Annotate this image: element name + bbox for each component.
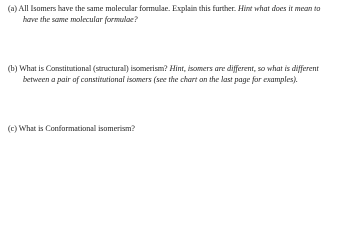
- question-b-hint-start: Hint, isomers are different, so what is different: [169, 64, 319, 73]
- question-a-hint-start: Hint what does it mean to: [237, 4, 321, 13]
- question-a-line-2: [8, 15, 346, 26]
- question-a-line-1: [8, 4, 346, 15]
- question-c-line-1: [8, 124, 346, 135]
- question-a: [8, 4, 346, 25]
- question-b-label: (b): [8, 64, 18, 73]
- question-c-text: What is Conformational isomerism?: [18, 124, 135, 133]
- question-b-text: What is Constitutional (structural) isomerism?: [19, 64, 168, 73]
- question-b-line-1: [8, 64, 346, 75]
- question-b: [8, 64, 346, 85]
- question-c: [8, 124, 346, 135]
- question-a-hint-end: have the same molecular formulae?: [23, 14, 138, 24]
- question-c-label: (c): [8, 124, 17, 133]
- question-a-label: (a): [8, 4, 17, 13]
- question-b-hint-end: between a pair of constitutional isomers (see the chart on the last page for examples).: [23, 74, 298, 84]
- question-b-line-2: [8, 75, 346, 86]
- question-a-text: All Isomers have the same molecular formulae. Explain this further.: [18, 4, 236, 13]
